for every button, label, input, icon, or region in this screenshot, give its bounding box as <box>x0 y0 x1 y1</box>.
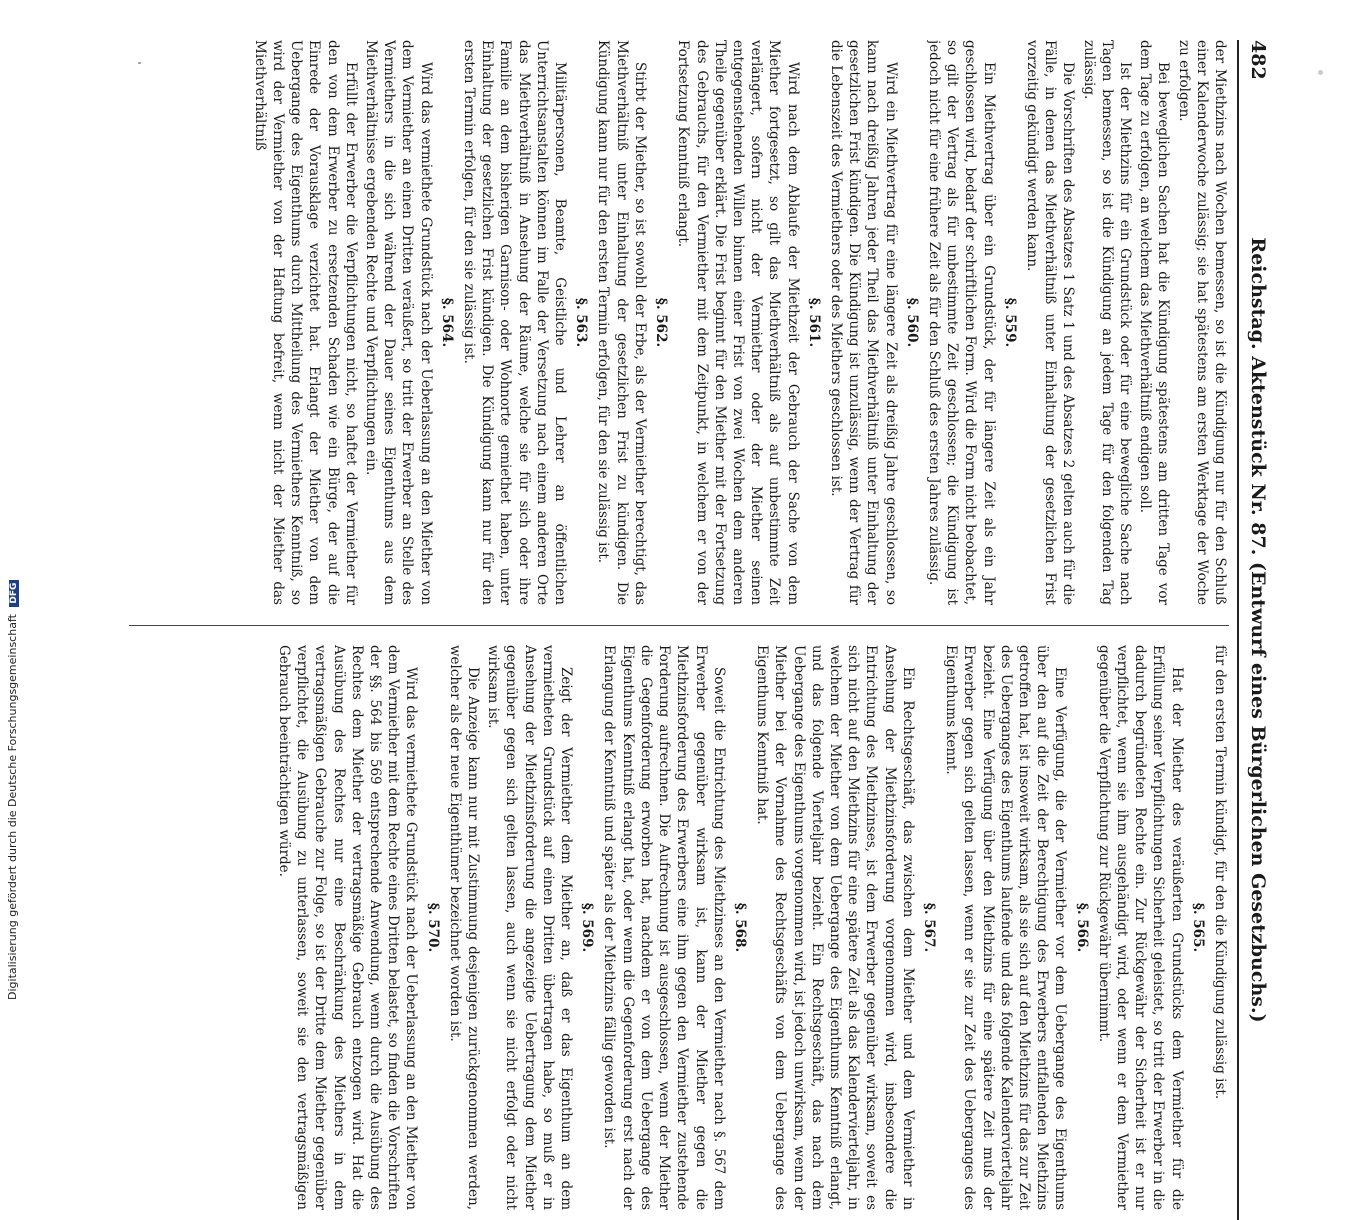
column-divider <box>129 625 1229 626</box>
paragraph: Wird das vermiethete Grundstück nach der Ueberlassung an den Miether von dem Vermiether an einen Dritten veräußert, so tritt der Erwerber an Stelle des Vermiethers in die sich während der Dauer seines Eigenthums aus dem Miethverhältnisse ergebenden Rechte und Verpflichtungen ein. <box>363 40 434 605</box>
paragraph: Die Anzeige kann nur mit Zustimmung desjenigen zurückgenommen werden, welcher als der neue Eigenthümer bezeichnet worden ist. <box>446 645 482 1210</box>
paragraph: Zeigt der Vermiether dem Miether an, daß er das Eigenthum an dem vermietheten Grundstück auf einen Dritten übertragen habe, so muß er in Ansehung der Miethzinsforderung die angezeigte Uebertragung dem Miether gegenüber gegen sich gelten lassen, auch wenn sie nicht erfolgt oder nicht wirksam ist. <box>485 645 575 1210</box>
footer-text: Digitalisierung gefördert durch die Deutsche Forschungsgemeinschaft <box>6 614 19 1000</box>
paragraph: Bei beweglichen Sachen hat die Kündigung spätestens am dritten Tage vor dem Tage zu erfolgen, an welchem das Miethverhältniß endigen soll. <box>1137 40 1172 605</box>
section-heading: §. 562. <box>653 297 670 348</box>
section-heading: §. 563. <box>573 297 590 348</box>
paragraph: Die Vorschriften des Absatzes 1 Satz 1 und des Absatzes 2 gelten auch für die Fälle, in denen das Miethverhältniß unter Einhaltung der gesetzlichen Frist vorzeitig gekündigt werden kann. <box>1023 40 1077 605</box>
section-heading: §. 565. <box>1189 902 1206 953</box>
paragraph: für den ersten Termin kündigt, für den die Kündigung zulässig ist. <box>1212 645 1228 1100</box>
section-heading: §. 568. <box>731 902 748 953</box>
page-header <box>1237 40 1273 1220</box>
paragraph: Ist der Miethzins für ein Grundstück oder für eine bewegliche Sache nach Tagen bemessen, so ist die Kündigung an jedem Tage für den folgenden Tag zulässig. <box>1080 40 1133 605</box>
page-title: Reichstag. Aktenstück Nr. 87. (Entwurf eines Bürgerlichen Gesetzbuchs.) <box>1247 237 1269 1023</box>
paragraph: Wird das vermiethete Grundstück nach der Ueberlassung an den Miether von dem Vermiether mit dem Rechte eines Dritten belastet, so finden die Vorschriften der §§. 564 bis 569 entsprechende Anwendung, wenn durch die Ausübung des Rechtes dem Miether der vertragsmäßige Gebrauch entzogen wird. Hat die Ausübung des Rechtes nur eine Beschränkung des Miethers in dem vertragsmäßigen Gebrauche zur Folge, so ist der Dritte dem Miether gegenüber verpflichtet, die Ausübung zu unterlassen, soweit sie den vertragsmäßigen Gebrauch beeinträchtigen würde. <box>276 645 420 1210</box>
section-heading: §. 559. <box>1001 297 1018 348</box>
section-heading: §. 567. <box>920 902 937 953</box>
section-heading: §. 566. <box>1073 902 1090 953</box>
section-heading: §. 570. <box>424 902 441 953</box>
paragraph: Stirbt der Miether, so ist sowohl der Erbe, als der Vermiether berechtigt, das Miethverhältniß unter Einhaltung der gesetzlichen Frist zu kündigen. Die Kündigung kann nur für den ersten Termin erfolgen, für den sie zulässig ist. <box>595 40 648 605</box>
right-column <box>89 645 1229 1210</box>
scan-speck <box>138 62 141 64</box>
paragraph: Erfüllt der Erwerber die Verpflichtungen nicht, so haftet der Vermiether für den von dem Erwerber zu ersetzenden Schaden wie ein Bürge, der auf die Einrede der Vorausklage verzichtet hat. Erlangt der Miether von dem Uebergange des Eigenthums durch Mittheilung des Vermiethers Kenntniß, so wird der Vermiether von der Haftung befreit, wenn nicht der Miether das Miethverhältniß <box>251 40 359 605</box>
paragraph: Ein Miethvertrag über ein Grundstück, der für längere Zeit als ein Jahr geschlossen wird, bedarf der schriftlichen Form. Wird die Form nicht beobachtet, so gilt der Vertrag als für unbestimmte Zeit geschlossen; die Kündigung ist jedoch nicht für eine frühere Zeit als für den Schluß des ersten Jahres zulässig. <box>925 40 997 605</box>
section-heading: §. 560. <box>903 297 920 348</box>
paragraph: Soweit die Entrichtung des Miethzinses an den Vermiether nach §. 567 dem Erwerber gegenüber wirksam ist, kann der Miether gegen die Miethzinsforderung des Erwerbers eine ihm gegen den Vermiether zustehende Forderung aufrechnen. Die Aufrechnung ist ausgeschlossen, wenn der Miether die Gegenforderung erworben hat, nachdem er von dem Uebergange des Eigenthums Kenntniß erlangt hat, oder wenn die Gegenforderung erst nach der Erlangung der Kenntniß und später als der Miethzins fällig geworden ist. <box>601 645 727 1210</box>
scan-speck <box>1318 70 1323 75</box>
digitization-footer <box>6 10 20 1000</box>
page-number: 482 <box>1247 40 1269 80</box>
paragraph: Ein Rechtsgeschäft, das zwischen dem Miether und dem Vermiether in Ansehung der Miethzinsforderung vorgenommen wird, insbesondere die Entrichtung des Miethzinses, ist dem Erwerber gegenüber wirksam, soweit es sich nicht auf den Miethzins für eine spätere Zeit als das Kalendervierteljahr, in welchem der Miether von dem Uebergange des Eigenthums Kenntniß erlangt, und das folgende Vierteljahr bezieht. Ein Rechtsgeschäft, das nach dem Uebergange des Eigenthums vorgenommen wird, ist jedoch unwirksam, wenn der Miether bei der Vornahme des Rechtsgeschäfts von dem Uebergange des Eigenthums Kenntniß hat. <box>754 645 916 1210</box>
paragraph: Eine Verfügung, die der Vermiether vor dem Uebergange des Eigenthums über den auf die Zeit der Berechtigung des Erwerbers entfallenden Miethzins getroffen hat, ist insoweit wirksam, als sie sich auf den Miethzins für das zur Zeit des Ueberganges des Eigenthums laufende und das folgende Kalendervierteljahr bezieht. Eine Verfügung über den Miethzins für eine spätere Zeit muß der Erwerber gegen sich gelten lassen, wenn er sie zur Zeit des Ueberganges des Eigenthums kennt. <box>943 645 1069 1210</box>
paragraph: Wird nach dem Ablaufe der Miethzeit der Gebrauch der Sache von dem Miether fortgesetzt, so gilt das Miethverhältniß als auf unbestimmte Zeit verlängert, sofern nicht der Vermiether oder der Miether seinen entgegenstehenden Willen binnen einer Frist von zwei Wochen dem anderen Theile gegenüber erklärt. Die Frist beginnt für den Miether mit der Fortsetzung des Gebrauchs, für den Vermiether mit dem Zeitpunkt, in welchem er von der Fortsetzung Kenntniß erlangt. <box>675 40 801 605</box>
left-column <box>89 40 1229 605</box>
section-heading: §. 564. <box>438 297 455 348</box>
paragraph: Hat der Miether des veräußerten Grundstücks dem Vermiether für die Erfüllung seiner Verpflichtungen Sicherheit geleistet, so tritt der Erwerber in die dadurch begründeten Rechte ein. Zur Rückgewähr der Sicherheit ist er nur verpflichtet, wenn sie ihm ausgehändigt wird, oder wenn er dem Vermiether gegenüber die Verpflichtung zur Rückgewähr übernimmt. <box>1095 645 1185 1210</box>
section-heading: §. 561. <box>805 297 822 348</box>
paragraph: der Miethzins nach Wochen bemessen, so ist die Kündigung nur für den Schluß einer Kalenderwoche zulässig; sie hat spätestens am ersten Werktage der Woche zu erfolgen. <box>1175 40 1228 605</box>
dfg-logo: DFG <box>9 580 19 607</box>
section-heading: §. 569. <box>579 902 596 953</box>
rotated-page <box>83 40 1273 1220</box>
paragraph: Wird ein Miethvertrag für eine längere Zeit als dreißig Jahre geschlossen, so kann nach dreißig Jahren jeder Theil das Miethverhältniß unter Einhaltung der gesetzlichen Frist kündigen. Die Kündigung ist unzulässig, wenn der Vertrag für die Lebenszeit des Vermiethers oder des Miethers geschlossen ist. <box>827 40 899 605</box>
paragraph: Militärpersonen, Beamte, Geistliche und Lehrer an öffentlichen Unterrichtsanstalten können im Falle der Versetzung nach einem anderen Orte das Miethverhältniß in Ansehung der Räume, welche sie für sich oder ihre Familie an dem bisherigen Garnison- oder Wohnorte gemiethet haben, unter Einhaltung der gesetzlichen Frist kündigen. Die Kündigung kann nur für den ersten Termin erfolgen, für den sie zulässig ist. <box>461 40 569 605</box>
